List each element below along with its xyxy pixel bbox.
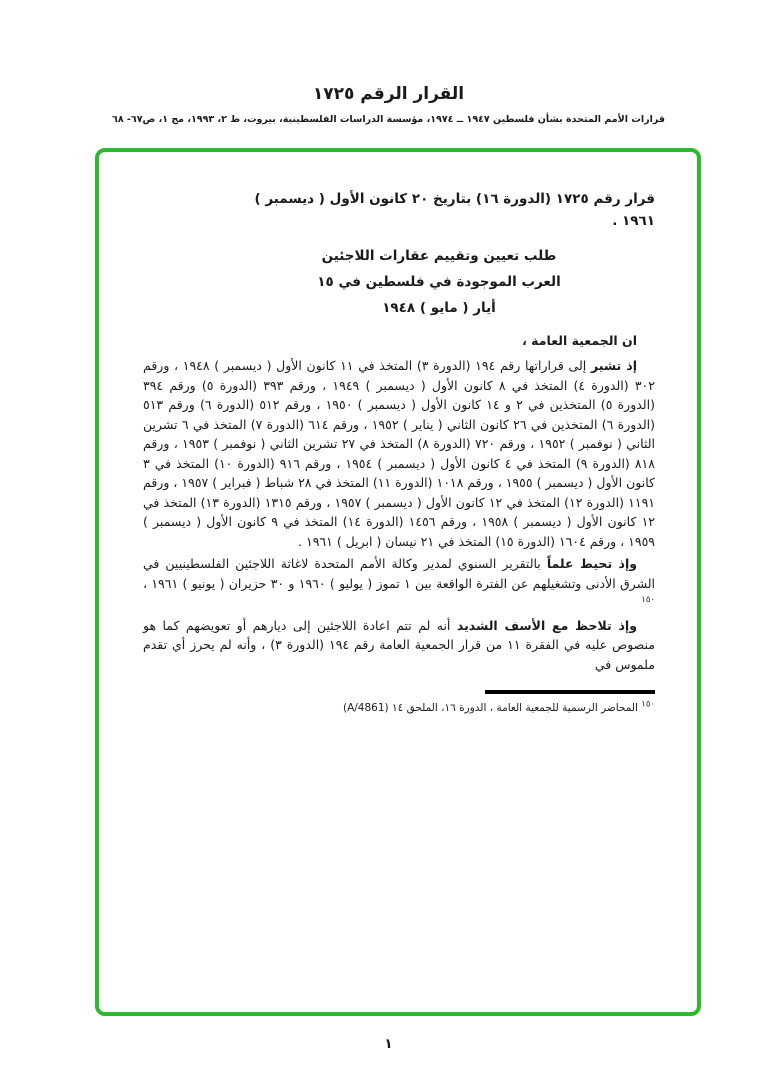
highlight-border-box [95, 148, 701, 1016]
page-title: القرار الرقم ١٧٢٥ [312, 84, 465, 104]
footnote-number: ١٥٠ [641, 699, 655, 710]
opening-phrase: ان الجمعية العامة ، [522, 333, 637, 349]
footnote-document-ref: (A/4861) [342, 702, 389, 715]
paragraph-text: بالتقرير السنوي لمدير وكالة الأمم المتحدة لاغاثة اللاجئين الفلسطينيين في الشرق الأدنى وتشغيلهم عن الفترة الواقعة بين ١ تموز ( يوليو ) ١٩٦٠ و ٣٠ حزيران ( يونيو ) ١٩٦١ ، [143, 556, 656, 591]
resolution-heading-line1: قرار رقم ١٧٢٥ (الدورة ١٦) بتاريخ ٢٠ كانون الأول ( ديسمبر ) [254, 191, 655, 207]
subtitle-line-3: أيار ( مايو ) ١٩٤٨ [382, 300, 496, 317]
footnote-marker: ١٥٠ [641, 595, 655, 606]
paragraph-lead: إذ تشير [590, 358, 637, 374]
page-number: ١ [384, 1036, 393, 1052]
footnote-text: المحاضر الرسمية للجمعية العامة ، الدورة ١٦، الملحق ١٤ [391, 702, 638, 715]
subtitle-line-1: طلب تعيين وتقييم عقارات اللاجئين [321, 247, 557, 264]
paragraph-noting-report [143, 554, 655, 613]
paragraph-noting-regret [143, 616, 655, 675]
footnote-divider [485, 690, 655, 694]
source-citation: قرارات الأمم المتحدة بشأن فلسطين ١٩٤٧ ــ ١٩٧٤، مؤسسة الدراسات الفلسطينية، بيروت، ط ٢، ١٩٩٣، مج ١، ص٦٧- ٦٨ [112, 114, 665, 125]
resolution-heading-line2: ١٩٦١ . [612, 213, 655, 230]
subtitle-line-2: العرب الموجودة في فلسطين في ١٥ [317, 273, 561, 290]
resolution-heading [143, 188, 655, 233]
paragraph-lead: وإذ تحيط علماً [546, 556, 638, 572]
paragraph-recalling-resolutions [143, 356, 655, 551]
paragraph-text: إلى قراراتها رقم ١٩٤ (الدورة ٣) المتخذ في ١١ كانون الأول ( ديسمبر ) ١٩٤٨ ، ورقم ٣٠٢ (الدورة ٤) المتخذ في ٨ كانون الأول ( ديسمبر ) ١٩٤٩ ، ورقم ٣٩٣ (الدورة ٥) ورقم ٣٩٤ (الدورة ٥) المتخذين في ٢ و ١٤ كانون الأول ( ديسمبر ) ١٩٥٠ ، ورقم ٥١٢ (الدورة ٦) ورقم ٥١٣ (الدورة ٦) المتخذين في ٢٦ كانون الثاني ( يناير ) ١٩٥٢ ، ورقم ٦١٤ (الدورة ٧) المتخذ في ٦ تشرين الثاني ( نوفمبر ) ١٩٥٢ ، ورقم ٧٢٠ (الدورة ٨) المتخذ في ٢٧ تشرين الثاني ( نوفمبر ) ١٩٥٣ ، ورقم ٨١٨ (الدورة ٩) المتخذ في ٤ كانون الأول ( ديسمبر ) ١٩٥٤ ، ورقم ٩١٦ (الدورة ١٠) المتخذ في ٣ كانون الأول ( ديسمبر ) ١٩٥٥ ، ورقم ١٠١٨ (الدورة ١١) المتخذ في ٢٨ شباط ( فبراير ) ١٩٥٧ ، ورقم ١١٩١ (الدورة ١٢) المتخذ في ١٢ كانون الأول ( ديسمبر ) ١٩٥٧ ، ورقم ١٣١٥ (الدورة ١٣) المتخذ في ١٢ كانون الأول ( ديسمبر ) ١٩٥٨ ، ورقم ١٤٥٦ (الدورة ١٤) المتخذ في ٩ كانون الأول ( ديسمبر ) ١٩٥٩ ، ورقم ١٦٠٤ (الدورة ١٥) المتخذ في ٢١ نيسان ( ابريل ) ١٩٦١ . [143, 358, 656, 549]
paragraph-lead: وإذ تلاحظ مع الأسف الشديد [456, 617, 637, 633]
resolution-subtitle [143, 243, 655, 322]
paragraph-text: أنه لم تتم اعادة اللاجئين إلى ديارهم أو تعويضهم كما هو منصوص عليه في الفقرة ١١ من قرار الجمعية العامة رقم ١٩٤ (الدورة ٣) ، وأنه لم يحرز أي تقدم ملموس في [143, 617, 655, 672]
footnote [143, 701, 655, 717]
